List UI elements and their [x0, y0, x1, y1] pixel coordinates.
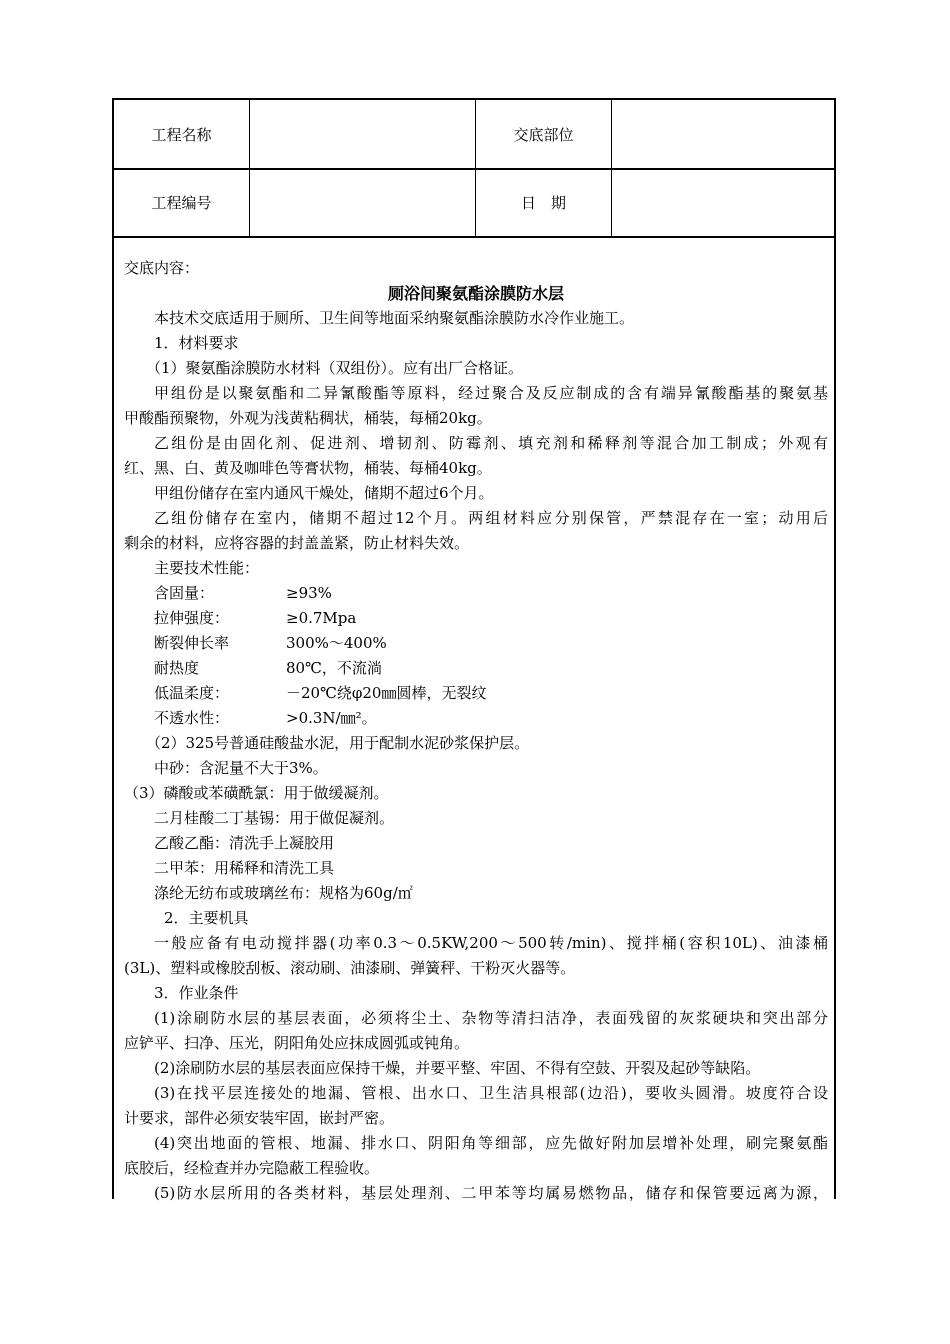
section-1-heading: 1．材料要求: [154, 334, 239, 352]
condition-4-line-2: 底胶后，经检查并办完隐蔽工程验收。: [124, 1159, 380, 1177]
performance-key: 耐热度: [154, 659, 200, 677]
condition-2: (2)涂刷防水层的基层表面应保持干燥，并要平整、牢固、不得有空鼓、开裂及起砂等缺陷。: [154, 1059, 761, 1077]
storage-b-line-2: 剩余的材料，应将容器的封盖盖紧，防止材料失效。: [124, 534, 470, 552]
sand-spec: 中砂：含泥量不大于3%。: [154, 759, 328, 777]
condition-1-line-2: 应铲平、扫净、压光，阴阳角处应抹成圆弧或钝角。: [124, 1034, 470, 1052]
xylene-spec: 二甲苯：用稀释和清洗工具: [154, 859, 335, 877]
header-row-2: [114, 168, 834, 238]
technical-handover-form: [112, 98, 836, 1202]
condition-3-line-1: (3)在找平层连接处的地漏、管根、出水口、卫生洁具根部(边沿)，要收头圆滑。坡度符合设: [154, 1084, 828, 1102]
tools-line-2: (3L)、塑料或橡胶刮板、滚动刷、油漆刷、弹簧秤、干粉灭火器等。: [124, 959, 576, 977]
ethyl-acetate-spec: 乙酸乙酯：清洗手上凝胶用: [154, 834, 335, 852]
component-a-line-2: 甲酸酯预聚物，外观为浅黄粘稠状，桶装，每桶20kg。: [124, 409, 492, 427]
material-1: （1）聚氨酯涂膜防水材料（双组份）。应有出厂合格证。: [146, 359, 524, 377]
component-a-line-1: 甲组份是以聚氨酯和二异氰酸酯等原料，经过聚合及反应制成的含有端异氰酸酯基的聚氨基: [154, 384, 828, 402]
tools-line-1: 一般应备有电动搅拌器(功率0.3～0.5KW,200～500转/min)、搅拌桶(容积10L)、油漆桶: [154, 934, 828, 952]
project-no-label: 工程编号: [114, 168, 250, 236]
document-title: 厕浴间聚氨酯涂膜防水层: [387, 284, 564, 303]
condition-1-line-1: (1)涂刷防水层的基层表面，必须将尘土、杂物等清扫洁净，表面残留的灰浆硬块和突出部分: [154, 1009, 828, 1027]
performance-row: [124, 606, 828, 631]
intro-label: 交底内容：: [124, 259, 200, 277]
date-field[interactable]: [612, 168, 834, 236]
performance-value: >0.3N/㎜²。: [286, 709, 377, 727]
condition-5-line-1: (5)防水层所用的各类材料，基层处理剂、二甲苯等均属易燃物品，储存和保管要远离为源，: [154, 1184, 828, 1202]
condition-3-line-2: 计要求，部件必须安装牢固，嵌封严密。: [124, 1109, 395, 1127]
handover-part-field[interactable]: [612, 100, 834, 168]
storage-a: 甲组份储存在室内通风干燥处，储期不超过6个月。: [154, 484, 494, 502]
scope-paragraph: 本技术交底适用于厕所、卫生间等地面采纳聚氨酯涂膜防水冷作业施工。: [154, 309, 635, 327]
performance-row: [124, 706, 828, 731]
date-label: 日 期: [476, 168, 612, 236]
material-2: （2）325号普通硅酸盐水泥，用于配制水泥砂浆保护层。: [146, 734, 530, 752]
performance-row: [124, 581, 828, 606]
performance-value: ≥93%: [286, 584, 332, 602]
performance-heading: 主要技术性能：: [154, 559, 260, 577]
performance-key: 低温柔度：: [154, 684, 230, 702]
handover-part-label: 交底部位: [476, 100, 612, 168]
fabric-spec: 涤纶无纺布或玻璃丝布：规格为60g/㎡: [154, 884, 413, 902]
storage-b-line-1: 乙组份储存在室内，储期不超过12个月。两组材料应分别保管，严禁混存在一室；动用后: [154, 509, 828, 527]
performance-key: 不透水性：: [154, 709, 230, 727]
performance-value: 80℃，不流淌: [286, 659, 382, 677]
performance-row: [124, 631, 828, 656]
section-3-heading: 3．作业条件: [154, 984, 239, 1002]
performance-key: 断裂伸长率: [154, 634, 230, 652]
project-name-field[interactable]: [250, 100, 476, 168]
condition-4-line-1: (4)突出地面的管根、地漏、排水口、阴阳角等细部，应先做好附加层增补处理，刷完聚氨酯: [154, 1134, 828, 1152]
performance-value: －20℃绕φ20㎜圆棒，无裂纹: [286, 684, 487, 702]
performance-key: 含固量：: [154, 584, 215, 602]
accelerator-spec: 二月桂酸二丁基锡：用于做促凝剂。: [154, 809, 395, 827]
header-row-1: [114, 100, 834, 170]
project-name-label: 工程名称: [114, 100, 250, 168]
performance-value: 300%～400%: [286, 634, 387, 652]
performance-key: 拉伸强度：: [154, 609, 230, 627]
material-3: （3）磷酸或苯磺酰氯：用于做缓凝剂。: [124, 784, 389, 802]
project-no-field[interactable]: [250, 168, 476, 236]
performance-row: [124, 681, 828, 706]
performance-row: [124, 656, 828, 681]
handover-content: [124, 256, 828, 1206]
section-2-heading: 2．主要机具: [164, 909, 249, 927]
component-b-line-2: 红、黑、白、黄及咖啡色等膏状物，桶装、每桶40kg。: [124, 459, 492, 477]
component-b-line-1: 乙组份是由固化剂、促进剂、增韧剂、防霉剂、填充剂和稀释剂等混合加工制成；外观有: [154, 434, 828, 452]
performance-value: ≥0.7Mpa: [286, 609, 357, 627]
